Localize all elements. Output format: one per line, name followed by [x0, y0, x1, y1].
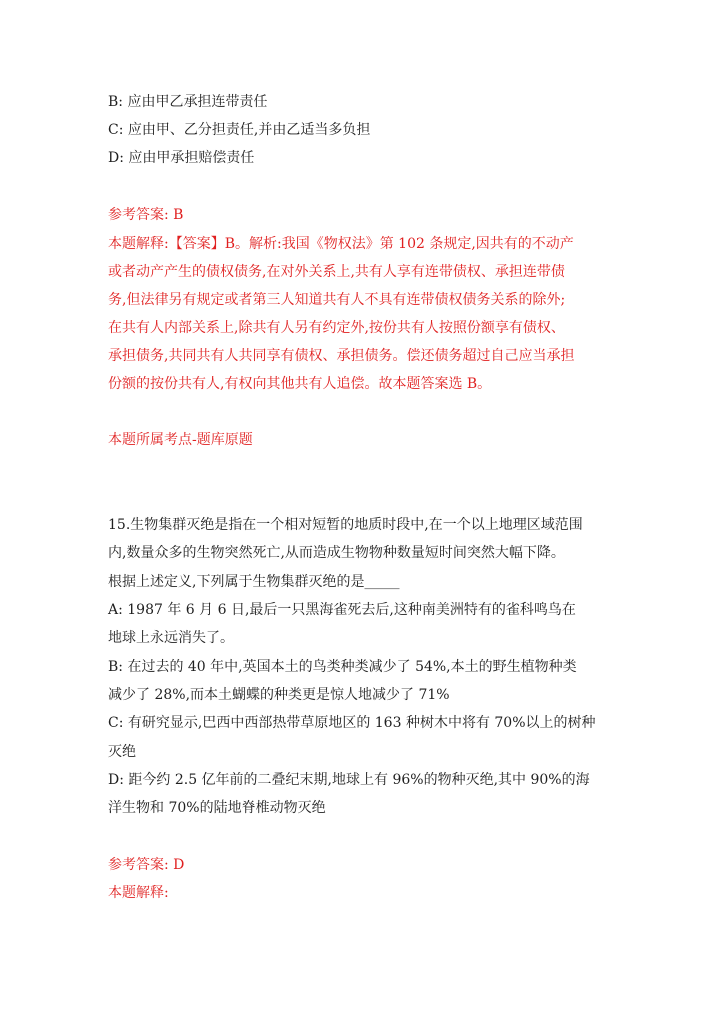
q14-option-c: C: 应由甲、乙分担责任,并由乙适当多负担: [108, 122, 371, 138]
q14-explanation-line: 或者动产产生的债权债务,在对外关系上,共有人享有连带债权、承担连带债: [108, 264, 565, 280]
q15-option-c-cont: 灭绝: [108, 744, 136, 760]
q14-answer: 参考答案: B: [108, 207, 184, 223]
q14-explanation-line: 本题解释:【答案】B。解析:我国《物权法》第 102 条规定,因共有的不动产: [108, 236, 574, 252]
q14-explanation-line: 务,但法律另有规定或者第三人知道共有人不具有连带债权债务关系的除外;: [108, 292, 566, 308]
q14-explanation-line: 份额的按份共有人,有权向其他共有人追偿。故本题答案选 B。: [108, 376, 492, 392]
q15-explanation: 本题解释:: [108, 885, 169, 901]
q15-option-c: C: 有研究显示,巴西中西部热带草原地区的 163 种树木中将有 70%以上的树种: [108, 715, 596, 731]
q15-option-d: D: 距今约 2.5 亿年前的二叠纪末期,地球上有 96%的物种灭绝,其中 90%的海: [108, 772, 590, 788]
q14-source: 本题所属考点-题库原题: [108, 432, 253, 448]
q15-question-line: 根据上述定义,下列属于生物集群灭绝的是_____: [108, 574, 400, 590]
q14-option-b: B: 应由甲乙承担连带责任: [108, 94, 268, 110]
q15-option-d-cont: 洋生物和 70%的陆地脊椎动物灭绝: [108, 800, 326, 816]
q15-option-b: B: 在过去的 40 年中,英国本土的鸟类种类减少了 54%,本土的野生植物种类: [108, 659, 577, 675]
q15-option-b-cont: 减少了 28%,而本土蝴蝶的种类更是惊人地减少了 71%: [108, 687, 450, 703]
q15-option-a-cont: 地球上永远消失了。: [108, 630, 234, 646]
q15-question-line: 15.生物集群灭绝是指在一个相对短暂的地质时段中,在一个以上地理区域范围: [108, 517, 583, 533]
q14-explanation-line: 承担债务,共同共有人共同享有债权、承担债务。偿还债务超过自己应当承担: [108, 348, 575, 364]
q15-answer: 参考答案: D: [108, 857, 185, 873]
q14-explanation-line: 在共有人内部关系上,除共有人另有约定外,按份共有人按照份额享有债权、: [108, 320, 565, 336]
q15-option-a: A: 1987 年 6 月 6 日,最后一只黑海雀死去后,这种南美洲特有的雀科鸣鸟在: [108, 602, 576, 618]
q14-option-d: D: 应由甲承担赔偿责任: [108, 150, 255, 166]
q15-question-line: 内,数量众多的生物突然死亡,从而造成生物物种数量短时间突然大幅下降。: [108, 545, 565, 561]
